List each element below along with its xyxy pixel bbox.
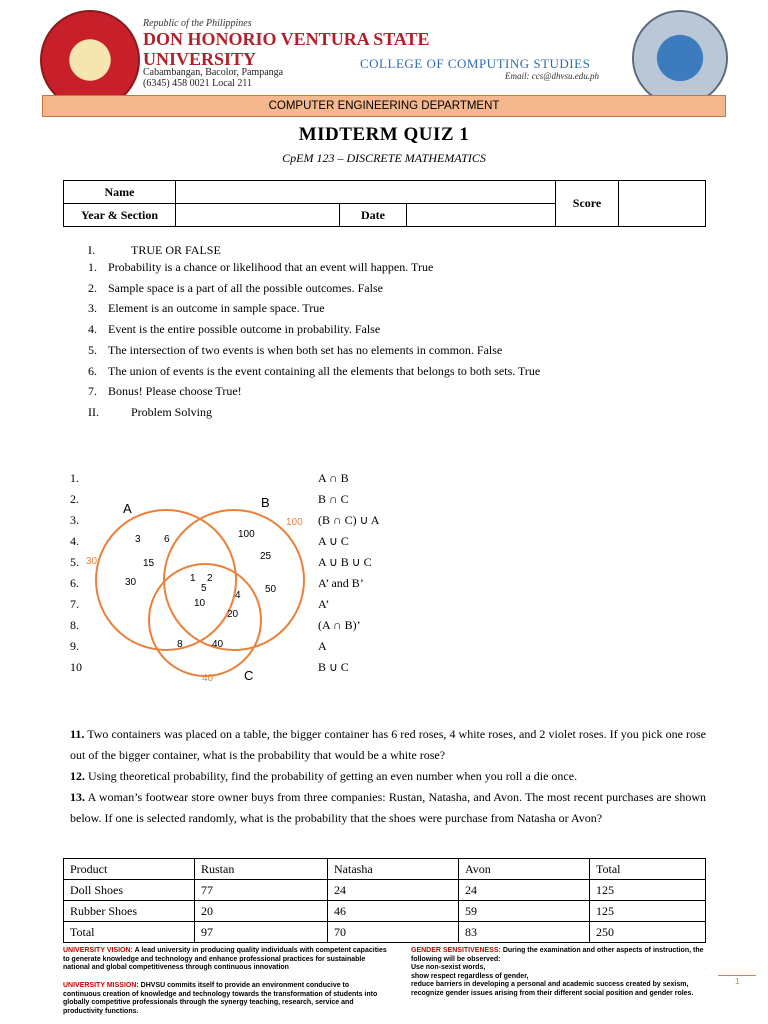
venn-outside-c: 40: [202, 673, 214, 684]
problem-number: 7.: [70, 597, 79, 611]
word-problem: [70, 766, 706, 787]
course-subtitle: CpEM 123 – DISCRETE MATHEMATICS: [282, 151, 486, 165]
table-cell: 125: [590, 901, 706, 922]
table-cell: 70: [328, 922, 459, 943]
score-field[interactable]: [619, 181, 706, 227]
table-cell: 24: [459, 880, 590, 901]
problem-number: 4.: [70, 534, 79, 548]
section1-heading: TRUE OR FALSE: [131, 243, 221, 257]
phone-line: (6345) 458 0021 Local 211: [143, 78, 253, 89]
table-cell: Doll Shoes: [64, 880, 195, 901]
problem-expression: B ∩ C: [318, 492, 349, 506]
word-problem-number: 11.: [70, 727, 85, 741]
word-problem: [70, 787, 706, 829]
footer-vision: [63, 947, 388, 973]
item-number: 7.: [88, 384, 97, 399]
item-number: 5.: [88, 342, 97, 357]
department-banner: [42, 95, 726, 117]
vision-heading: UNIVERSITY VISION:: [63, 947, 133, 954]
true-false-item: [88, 364, 540, 379]
problem-expression: A ∪ C: [318, 534, 349, 548]
problem-expression: (B ∩ C) ∪ A: [318, 513, 380, 527]
problem-expression: A ∪ B ∪ C: [318, 555, 372, 569]
gender-item: Use non-sexist words,: [411, 964, 486, 971]
item-text: Probability is a chance or likelihood that an event will happen. True: [108, 260, 434, 274]
venn-value: 25: [260, 551, 272, 562]
true-false-item: [88, 343, 502, 358]
problem-number: 9.: [70, 639, 79, 653]
true-false-item: [88, 281, 383, 296]
date-field[interactable]: [407, 204, 556, 227]
venn-outside-a: 30: [86, 556, 98, 567]
name-field[interactable]: [176, 181, 556, 204]
purchases-table: [63, 858, 706, 943]
college-name: COLLEGE OF COMPUTING STUDIES: [360, 56, 591, 71]
problem-expression: A’: [318, 597, 330, 611]
venn-value: 5: [201, 583, 207, 594]
table-cell: 125: [590, 880, 706, 901]
venn-value: 10: [194, 598, 206, 609]
table-cell: Rubber Shoes: [64, 901, 195, 922]
venn-circle-c: [149, 564, 261, 676]
page-title: MIDTERM QUIZ 1: [298, 124, 470, 145]
problem-expression: A: [318, 639, 327, 653]
gender-heading: GENDER SENSITIVENESS:: [411, 947, 501, 954]
venn-value: 30: [125, 577, 137, 588]
problem-number: 10: [70, 660, 82, 674]
item-number: 3.: [88, 301, 97, 316]
table-cell: 250: [590, 922, 706, 943]
republic-label: Republic of the Philippines: [143, 18, 252, 29]
year-section-label: Year & Section: [64, 204, 176, 227]
venn-label-c: C: [244, 668, 254, 683]
venn-label-b: B: [261, 495, 270, 510]
word-problem-text: Two containers was placed on a table, the bigger container has 6 red roses, 4 white roses, and 2 violet roses. If you pick one rose out of the bigger container, what is the probability that would be a white rose?: [70, 727, 706, 762]
item-number: 1.: [88, 260, 97, 274]
page-number: 1: [735, 977, 740, 986]
table-header-cell: Natasha: [328, 859, 459, 880]
true-false-item: [88, 384, 242, 399]
section1-number: I.: [88, 243, 95, 257]
problem-number: 8.: [70, 618, 79, 632]
item-number: 2.: [88, 280, 97, 295]
mission-heading: UNIVERSITY MISSION:: [63, 982, 139, 989]
section2-heading: Problem Solving: [131, 405, 213, 419]
venn-value: 20: [227, 609, 239, 620]
footer-gender: [411, 947, 711, 998]
problem-number: 5.: [70, 555, 79, 569]
table-header-cell: Total: [590, 859, 706, 880]
venn-outside-b: 100: [286, 517, 303, 528]
table-row: [64, 901, 706, 922]
item-number: 4.: [88, 322, 97, 337]
item-text: The intersection of two events is when both set has no elements in common. False: [108, 342, 503, 357]
university-name-line2: UNIVERSITY: [143, 49, 257, 69]
word-problem-number: 12.: [70, 769, 85, 783]
venn-value: 3: [135, 534, 141, 545]
venn-value: 6: [164, 534, 170, 545]
true-false-item: [88, 260, 433, 275]
word-problem-number: 13.: [70, 790, 85, 804]
college-email: Email: ccs@dhvsu.edu.ph: [505, 71, 600, 81]
gender-item: reduce barriers in developing a personal and academic success created by sexism,: [411, 981, 689, 988]
word-problem-text: Using theoretical probability, find the probability of getting an even number when you roll a die once.: [88, 769, 578, 783]
venn-value: 2: [207, 573, 213, 584]
true-false-item: [88, 301, 325, 316]
gender-item: show respect regardless of gender,: [411, 972, 529, 980]
problem-expression: (A ∩ B)’: [318, 618, 361, 632]
item-text: Event is the entire possible outcome in probability. False: [108, 322, 381, 337]
word-problem: [70, 724, 706, 766]
table-cell: Total: [64, 922, 195, 943]
table-cell: 83: [459, 922, 590, 943]
table-cell: 24: [328, 880, 459, 901]
mission-text: DHVSU commits itself to provide an environment conducive to continuous creation of knowledge and technology towards the transformation of students into globally competitive professionals through the synergy teaching, research, service and productivity functions.: [63, 982, 378, 1015]
table-header-cell: Rustan: [195, 859, 328, 880]
table-row: [64, 880, 706, 901]
problem-number: 1.: [70, 471, 79, 485]
venn-value: 50: [265, 584, 277, 595]
venn-value: 15: [143, 558, 155, 569]
gender-text: During the examination and other aspects of instruction, the following will be observed:: [411, 947, 704, 963]
table-cell: 77: [195, 880, 328, 901]
item-text: The union of events is the event containing all the elements that belongs to both sets. True: [108, 363, 541, 378]
table-row: [64, 922, 706, 943]
problem-number: 2.: [70, 492, 79, 506]
table-cell: 97: [195, 922, 328, 943]
venn-diagram: [80, 490, 320, 690]
table-header-row: [64, 859, 706, 880]
item-text: Sample space is a part of all the possible outcomes. False: [108, 280, 383, 295]
item-text: Element is an outcome in sample space. True: [108, 301, 325, 316]
university-name-line1: DON HONORIO VENTURA STATE: [143, 29, 430, 49]
vision-text: A lead university in producing quality individuals with competent capacities to generate knowledge and technology and enhance professional practices for sustainable national and global competitiveness through continuous innovation: [63, 947, 387, 971]
item-number: 6.: [88, 363, 97, 378]
table-cell: 20: [195, 901, 328, 922]
problem-expression: A’ and B’: [318, 576, 364, 590]
year-section-field[interactable]: [176, 204, 340, 227]
university-address: [143, 67, 283, 89]
address-line: Cabambangan, Bacolor, Pampanga: [143, 67, 284, 78]
venn-value: 8: [177, 639, 183, 650]
venn-label-a: A: [123, 501, 132, 516]
item-text: Bonus! Please choose True!: [108, 384, 242, 399]
table-header-cell: Avon: [459, 859, 590, 880]
footer-mission: [63, 982, 388, 1016]
venn-value: 4: [235, 590, 241, 601]
table-cell: 59: [459, 901, 590, 922]
table-header-cell: Product: [64, 859, 195, 880]
score-label: Score: [556, 181, 619, 227]
word-problem-text: A woman’s footwear store owner buys from three companies: Rustan, Natasha, and Avon. The most recent purchases are shown below. If one is selected randomly, what is the probability that the shoes were purchase from Natasha or Avon?: [70, 790, 707, 825]
gender-item: recognize gender issues arising from their different social position and gender roles.: [411, 989, 694, 997]
venn-circle-b: [164, 510, 304, 650]
true-false-item: [88, 322, 380, 337]
name-label: Name: [64, 181, 176, 204]
page-number-rule: [718, 975, 756, 976]
problem-expression: A ∩ B: [318, 471, 349, 485]
student-info-table: [63, 180, 706, 227]
problem-number: 6.: [70, 576, 79, 590]
date-label: Date: [340, 204, 407, 227]
section2-number: II.: [88, 405, 99, 419]
table-cell: 46: [328, 901, 459, 922]
venn-value: 100: [238, 529, 255, 540]
gender-items: [411, 964, 711, 998]
venn-value: 1: [190, 573, 196, 584]
problem-expression: B ∪ C: [318, 660, 349, 674]
department-name: COMPUTER ENGINEERING DEPARTMENT: [268, 100, 500, 112]
college-seal-logo: [632, 10, 728, 106]
problem-number: 3.: [70, 513, 79, 527]
venn-value: 40: [212, 639, 224, 650]
